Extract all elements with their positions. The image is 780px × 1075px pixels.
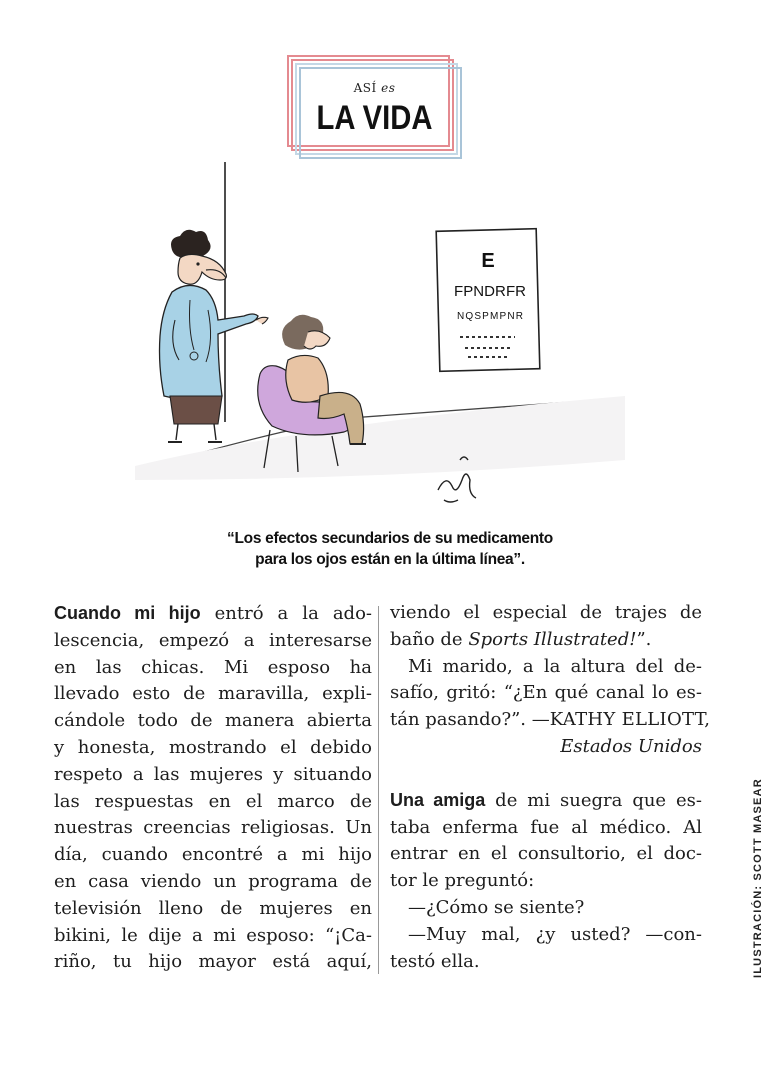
article-column-right	[390, 600, 711, 975]
story2-line: entrar en el consultorio, el doc-	[390, 843, 702, 865]
story1-text: entró a la ado-	[200, 603, 372, 624]
eye-chart-line-1: E	[481, 250, 495, 272]
story1-line: respeto a las mujeres y situando	[54, 763, 372, 785]
story2-line: —Muy mal, ¿y usted? —con-	[408, 923, 702, 945]
story-spacer	[390, 761, 702, 787]
eye-chart-line-2: FPNDRFR	[454, 283, 526, 300]
story2-line	[390, 787, 702, 815]
story1-text: tán pasando?”. —	[390, 709, 550, 731]
story2-line: taba enferma fue al médico. Al	[390, 816, 702, 838]
masthead-kicker-italic: es	[381, 81, 396, 95]
story1-lead: Cuando mi hijo	[54, 603, 201, 623]
eye-chart	[436, 229, 540, 372]
masthead-kicker-text: ASÍ	[353, 81, 377, 95]
story1-line: televisión lleno de mujeres en	[54, 897, 372, 919]
story1-line: día, cuando encontré a mi hijo	[54, 844, 372, 866]
story1-text: ”.	[636, 628, 652, 650]
story1-text: baño de	[390, 628, 469, 650]
story2-text: de mi suegra que es-	[485, 789, 702, 811]
cartoon-caption	[140, 528, 640, 570]
story1-line: llevado esto de maravilla, expli-	[54, 683, 372, 705]
story1-line: riño, tu hijo mayor está aquí,	[54, 951, 372, 973]
magazine-title: Sports Illustrated!	[468, 628, 637, 650]
story2-line: —¿Cómo se siente?	[408, 896, 585, 918]
eye-chart-line-3: NQSPMPNR	[457, 311, 523, 322]
article-column-left	[54, 600, 372, 976]
cartoon-illustration	[120, 160, 640, 530]
masthead-kicker	[303, 81, 446, 95]
caption-line: “Los efectos secundarios de su medicamento	[227, 530, 553, 547]
story1-line: cándole todo de manera abierta	[54, 710, 372, 732]
illustration-credit: ILUSTRACIÓN: SCOTT MASEAR	[752, 778, 764, 978]
story1-line: en las chicas. Mi esposo ha	[54, 656, 372, 678]
story2-line: testó ella.	[390, 950, 480, 972]
story1-line: lescencia, empezó a interesarse	[54, 629, 372, 651]
story1-line	[390, 707, 711, 734]
caption-line: para los ojos están en la última línea”.	[255, 551, 525, 568]
story1-line	[390, 627, 702, 654]
story1-line	[54, 600, 372, 628]
story1-line: safío, gritó: “¿En qué canal lo es-	[390, 682, 702, 704]
story1-line: nuestras creencias religiosas. Un	[54, 817, 372, 839]
story1-line: y honesta, mostrando el debido	[54, 736, 372, 758]
story1-country: Estados Unidos	[560, 735, 702, 757]
story1-line: en casa viendo un programa de	[54, 870, 372, 892]
section-masthead	[287, 55, 464, 161]
story1-line: bikini, le dije a mi esposo: “¡Ca-	[54, 924, 372, 946]
masthead-label	[303, 71, 446, 143]
story1-line: Mi marido, a la altura del de-	[408, 655, 702, 677]
doctor-figure	[160, 230, 269, 442]
column-divider	[378, 606, 379, 974]
story1-line: viendo el especial de trajes de	[390, 602, 702, 623]
masthead-title: LA VIDA	[316, 99, 433, 137]
story2-lead: Una amiga	[390, 789, 486, 810]
story1-line: las respuestas en el marco de	[54, 790, 372, 812]
story2-line: tor le preguntó:	[390, 870, 535, 892]
story1-author: KATHY ELLIOTT,	[549, 709, 711, 731]
